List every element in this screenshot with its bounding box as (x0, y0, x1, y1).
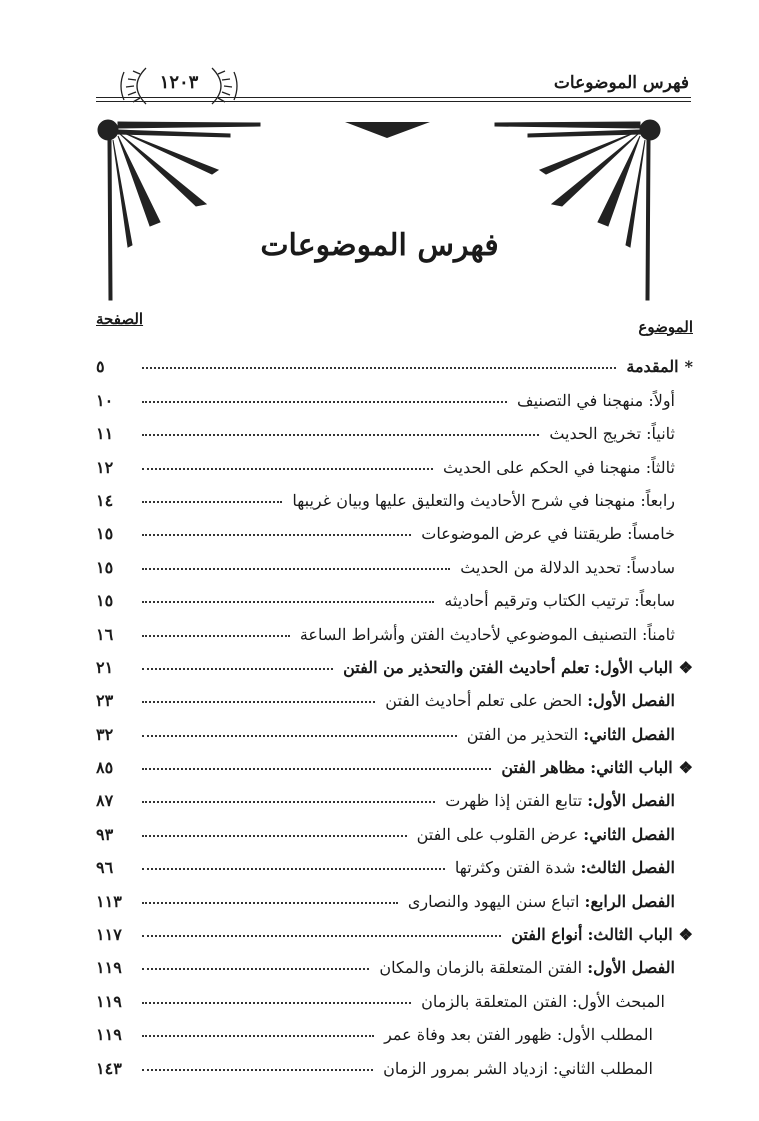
entry-heading: الفصل الأول: (587, 958, 675, 978)
toc-entry (96, 677, 693, 710)
entry-text: تتابع الفتن إذا ظهرت (445, 791, 583, 811)
toc-entry (96, 911, 693, 944)
entry-page-number: ١٢ (96, 457, 114, 477)
toc-entry (96, 944, 693, 977)
entry-heading: أولاً: (648, 390, 675, 410)
column-header-page: الصفحة (96, 310, 144, 328)
entry-text: عرض القلوب على الفتن (416, 824, 579, 844)
diamond-bullet-icon: ❖ (678, 657, 693, 677)
entry-text: ظهور الفتن بعد وفاة عمر (384, 1025, 552, 1045)
dot-leader (142, 735, 457, 737)
entry-page-number: ١٤٣ (96, 1058, 122, 1078)
entry-text: تخريج الحديث (549, 424, 642, 444)
corner-ornament-left (98, 120, 260, 300)
dot-leader (142, 935, 501, 937)
dot-leader (142, 635, 290, 637)
dot-leader (142, 601, 434, 603)
entry-page-number: ١٦ (96, 624, 114, 644)
entry-page-number: ١٤ (96, 490, 114, 510)
toc-entry (96, 777, 693, 810)
entry-heading: خامساً: (627, 524, 675, 544)
toc-entry (96, 410, 693, 443)
entry-text: التحذير من الفتن (466, 724, 579, 744)
entry-page-number: ٩٦ (96, 858, 114, 878)
dot-leader (142, 367, 616, 369)
entry-heading: المطلب الأول: (556, 1025, 653, 1045)
entry-page-number: ١١٣ (96, 891, 122, 911)
entry-page-number: ١٥ (96, 524, 114, 544)
toc-entry (96, 877, 693, 910)
entry-text: ازدياد الشر بمرور الزمان (383, 1058, 548, 1078)
entry-text: ترتيب الكتاب وترقيم أحاديثه (444, 591, 630, 611)
entry-heading: المبحث الأول: (572, 991, 665, 1011)
center-triangle-ornament (345, 122, 430, 138)
dot-leader (142, 701, 375, 703)
toc-entry (96, 977, 693, 1010)
entry-heading: رابعاً: (640, 490, 675, 510)
page-number: ١٢٠٣ (159, 72, 199, 93)
entry-text: طريقتنا في عرض الموضوعات (421, 524, 623, 544)
dot-leader (142, 534, 411, 536)
entry-heading: ثالثاً: (645, 457, 675, 477)
entry-page-number: ١١٩ (96, 958, 122, 978)
dot-leader (142, 468, 433, 470)
entry-text: الحض على تعلم أحاديث الفتن (385, 691, 583, 711)
toc-entry (96, 343, 693, 376)
entry-heading: الباب الثاني: (590, 758, 673, 778)
entry-heading: الفصل الثالث: (580, 858, 675, 878)
table-of-contents (96, 343, 693, 1078)
dot-leader (142, 434, 539, 436)
entry-text: منهجنا في شرح الأحاديث والتعليق عليها وبيان غريبها (292, 490, 636, 510)
entry-heading: الفصل الأول: (587, 791, 675, 811)
diamond-bullet-icon: ❖ (678, 758, 693, 778)
toc-entry (96, 510, 693, 543)
toc-entry (96, 710, 693, 743)
dot-leader (142, 568, 450, 570)
entry-heading: سادساً: (625, 557, 675, 577)
diamond-bullet-icon: ❖ (678, 925, 693, 945)
entry-page-number: ٣٢ (96, 724, 114, 744)
entry-text: مظاهر الفتن (501, 758, 586, 778)
entry-text: منهجنا في التصنيف (517, 390, 644, 410)
dot-leader (142, 801, 435, 803)
column-header-topic: الموضوع (638, 318, 693, 336)
entry-heading: المطلب الثاني: (553, 1058, 653, 1078)
dot-leader (142, 768, 491, 770)
corner-ornament-right (495, 120, 660, 300)
toc-entry (96, 744, 693, 777)
dot-leader (142, 1069, 373, 1071)
toc-entry (96, 844, 693, 877)
toc-entry (96, 810, 693, 843)
dot-leader (142, 835, 407, 837)
entry-heading: الفصل الرابع: (584, 891, 675, 911)
page-title: فهرس الموضوعات (260, 228, 499, 263)
entry-text: منهجنا في الحكم على الحديث (442, 457, 641, 477)
entry-page-number: ٢١ (96, 657, 114, 677)
entry-text: اتباع سنن اليهود والنصارى (407, 891, 580, 911)
entry-page-number: ٩٣ (96, 824, 114, 844)
dot-leader (142, 401, 507, 403)
toc-entry (96, 477, 693, 510)
entry-heading: الباب الثالث: (587, 925, 673, 945)
decorative-frame (0, 0, 759, 320)
dot-leader (142, 968, 369, 970)
entry-text: تحديد الدلالة من الحديث (460, 557, 621, 577)
entry-text: الفتن المتعلقة بالزمان والمكان (379, 958, 583, 978)
dot-leader (142, 1035, 374, 1037)
entry-page-number: ١٥ (96, 591, 114, 611)
entry-heading: الفصل الأول: (587, 691, 675, 711)
entry-page-number: ١١٩ (96, 991, 122, 1011)
entry-page-number: ١١٩ (96, 1025, 122, 1045)
dot-leader (142, 902, 398, 904)
entry-text: التصنيف الموضوعي لأحاديث الفتن وأشراط الساعة (299, 624, 637, 644)
entry-text: شدة الفتن وكثرتها (454, 858, 576, 878)
entry-page-number: ١١ (96, 424, 114, 444)
entry-page-number: ٨٧ (96, 791, 114, 811)
toc-entry (96, 644, 693, 677)
entry-heading: الباب الأول: (594, 657, 673, 677)
asterisk-bullet-icon: * (684, 357, 693, 377)
entry-heading: الفصل الثاني: (583, 824, 675, 844)
toc-entry (96, 543, 693, 576)
entry-heading: المقدمة (626, 357, 679, 377)
toc-entry (96, 577, 693, 610)
entry-heading: الفصل الثاني: (583, 724, 675, 744)
entry-heading: ثامناً: (642, 624, 675, 644)
entry-page-number: ٢٣ (96, 691, 114, 711)
laurel-right-icon (212, 68, 237, 104)
entry-page-number: ١٠ (96, 390, 114, 410)
dot-leader (142, 501, 282, 503)
dot-leader (142, 868, 445, 870)
toc-entry (96, 1044, 693, 1077)
entry-heading: سابعاً: (634, 591, 675, 611)
entry-page-number: ١١٧ (96, 925, 122, 945)
dot-leader (142, 668, 333, 670)
entry-heading: ثانياً: (646, 424, 675, 444)
entry-page-number: ٨٥ (96, 758, 114, 778)
running-title: فهرس الموضوعات (553, 73, 689, 93)
entry-text: أنواع الفتن (511, 925, 583, 945)
toc-entry (96, 376, 693, 409)
toc-entry (96, 1011, 693, 1044)
toc-entry (96, 610, 693, 643)
header-rule-thin (96, 101, 691, 102)
laurel-left-icon (121, 68, 146, 104)
entry-page-number: ٥ (96, 357, 105, 377)
entry-text: الفتن المتعلقة بالزمان (421, 991, 568, 1011)
entry-text: تعلم أحاديث الفتن والتحذير من الفتن (343, 657, 590, 677)
entry-page-number: ١٥ (96, 557, 114, 577)
header-rule (96, 97, 691, 98)
toc-entry (96, 443, 693, 476)
dot-leader (142, 1002, 411, 1004)
